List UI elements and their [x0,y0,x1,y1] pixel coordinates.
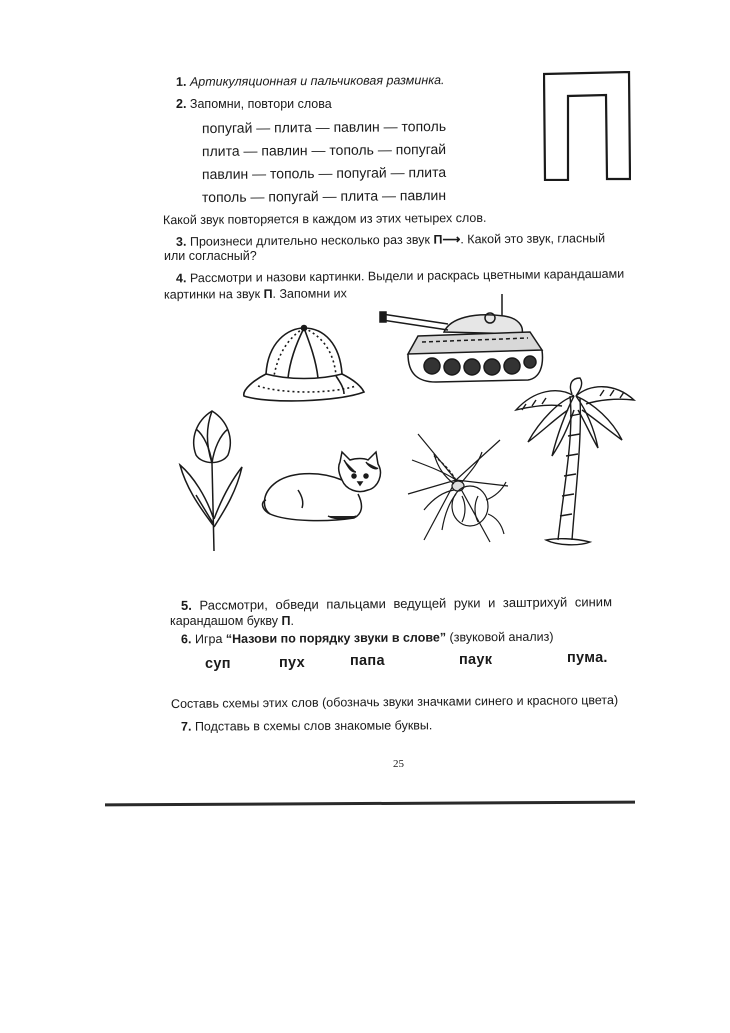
sound-word-4: паук [459,652,493,668]
sound-word-2: пух [279,655,305,671]
word-line-2: плита — павлин — тополь — попугай [201,140,447,160]
spider-picture [404,430,512,546]
page-number: 25 [393,758,404,770]
task-4-line-2: картинки на звук П. Запомни их [163,286,347,302]
task-6-heading: 6. Игра “Назови по порядку звуки в слове” (звуковой анализ) [180,629,554,647]
task-4-line-1: 4. Рассмотри и назови картинки. Выдели и раскрась цветными карандашами [175,266,625,286]
task-2-heading: 2. Запомни, повтори слова [176,97,332,111]
letter-p-outline [543,71,631,181]
task-3-line-2: или согласный? [164,249,257,263]
sound-word-1: суп [205,656,231,672]
task-2-question: Какой звук повторяется в каждом из этих четырех слов. [162,210,487,228]
tulip-picture [176,405,248,553]
word-line-4: тополь — попугай — плита — павлин [201,186,447,206]
word-line-1: попугай — плита — павлин — тополь [201,117,447,137]
sound-word-5: пума. [567,650,608,666]
task-6-instruction: Составь схемы этих слов (обозначь звуки значками синего и красного цвета) [170,693,619,711]
task-1: 1. Артикуляционная и пальчиковая разминка. [175,73,445,89]
task-5-line-1: 5. Рассмотри, обведи пальцами ведущей руки и заштрихуй синим [180,594,613,613]
right-arrow-icon: ⟶ [442,232,461,247]
task-3-line-1: 3. Произнеси длительно несколько раз звук П⟶. Какой это звук, гласный [175,231,606,249]
palm-tree-picture [510,376,642,548]
task-7: 7. Подставь в схемы слов знакомые буквы. [180,718,433,734]
tank-picture [378,292,550,386]
bottom-rule [105,801,635,807]
word-line-3: павлин — тополь — попугай — плита [201,163,447,183]
panama-hat-picture [238,322,368,404]
task-5-line-2: карандашом букву П. [170,614,294,628]
kitten-picture [258,450,390,524]
sound-word-3: папа [350,653,385,669]
